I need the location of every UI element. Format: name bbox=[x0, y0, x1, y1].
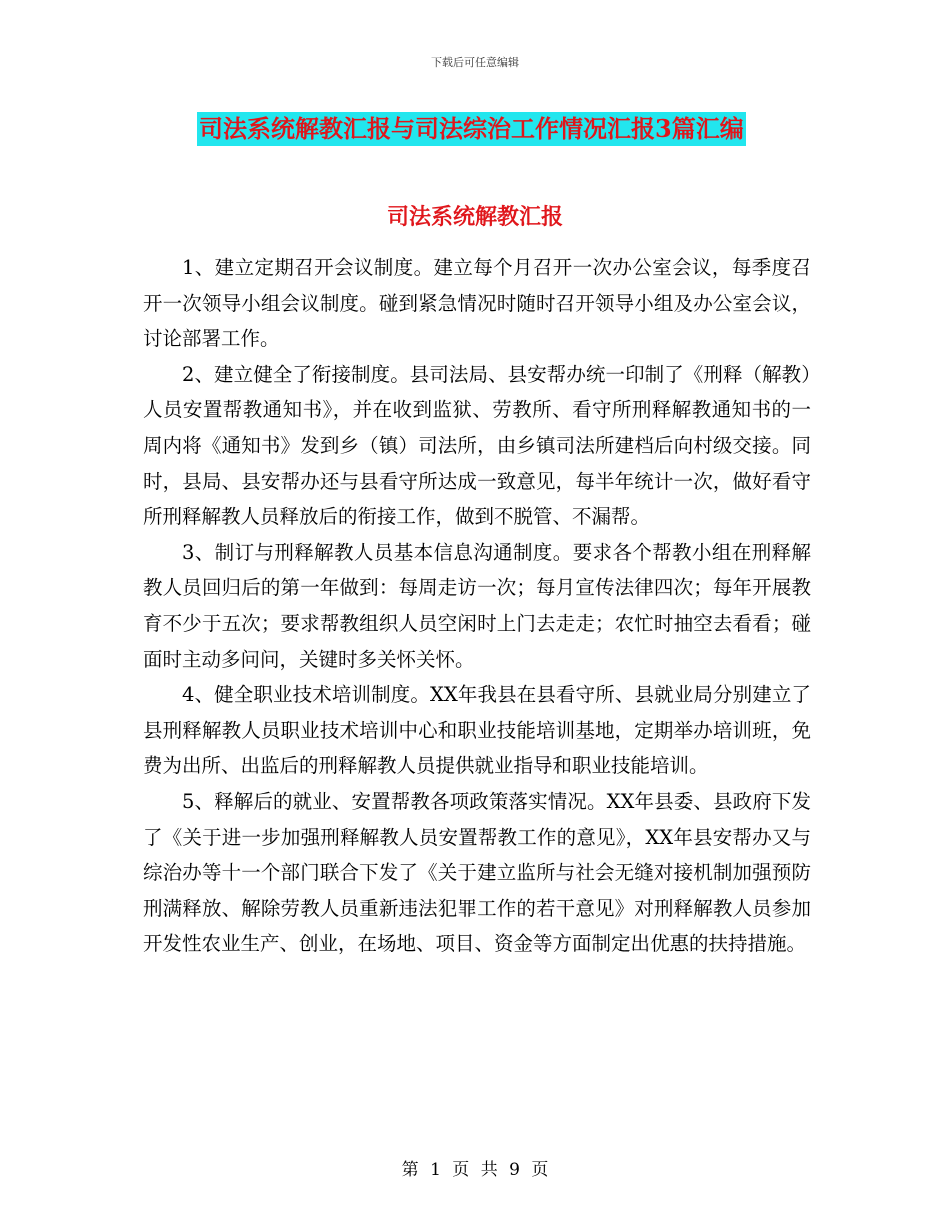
paragraph-4: 4、健全职业技术培训制度。XX年我县在县看守所、县就业局分别建立了县刑释解教人员职业技术培训中心和职业技能培训基地，定期举办培训班，免费为出所、出监后的刑释解教人员提供就业指导和职业技能培训。 bbox=[143, 683, 811, 778]
page-footer: 第 1 页 共 9 页 bbox=[401, 1160, 549, 1180]
paragraph-2: 2、建立健全了衔接制度。县司法局、县安帮办统一印制了《刑释（解教）人员安置帮教通知书》，并在收到监狱、劳教所、看守所刑释解教通知书的一周内将《通知书》发到乡（镇）司法所，由乡镇司法所建档后向村级交接。同时，县局、县安帮办还与县看守所达成一致意见，每半年统计一次，做好看守所刑释解教人员释放后的衔接工作，做到不脱管、不漏帮。 bbox=[143, 362, 811, 529]
document-body bbox=[143, 250, 811, 962]
paragraph-3: 3、制订与刑释解教人员基本信息沟通制度。要求各个帮教小组在刑释解教人员回归后的第一年做到：每周走访一次；每月宣传法律四次；每年开展教育不少于五次；要求帮教组织人员空闲时上门去走走；农忙时抽空去看看；碰面时主动多问问，关键时多关怀关怀。 bbox=[143, 540, 811, 671]
section-title: 司法系统解教汇报 bbox=[386, 204, 563, 230]
document-title: 司法系统解教汇报与司法综治工作情况汇报3篇汇编 bbox=[197, 112, 746, 146]
page-header-note: 下载后可任意编辑 bbox=[431, 56, 519, 69]
paragraph-5: 5、释解后的就业、安置帮教各项政策落实情况。XX年县委、县政府下发了《关于进一步加强刑释解教人员安置帮教工作的意见》，XX年县安帮办又与综治办等十一个部门联合下发了《关于建立监所与社会无缝对接机制加强预防刑满释放、解除劳教人员重新违法犯罪工作的若干意见》对刑释解教人员参加开发性农业生产、创业，在场地、项目、资金等方面制定出优惠的扶持措施。 bbox=[143, 789, 811, 956]
paragraph-1: 1、建立定期召开会议制度。建立每个月召开一次办公室会议，每季度召开一次领导小组会议制度。碰到紧急情况时随时召开领导小组及办公室会议，讨论部署工作。 bbox=[143, 256, 811, 351]
